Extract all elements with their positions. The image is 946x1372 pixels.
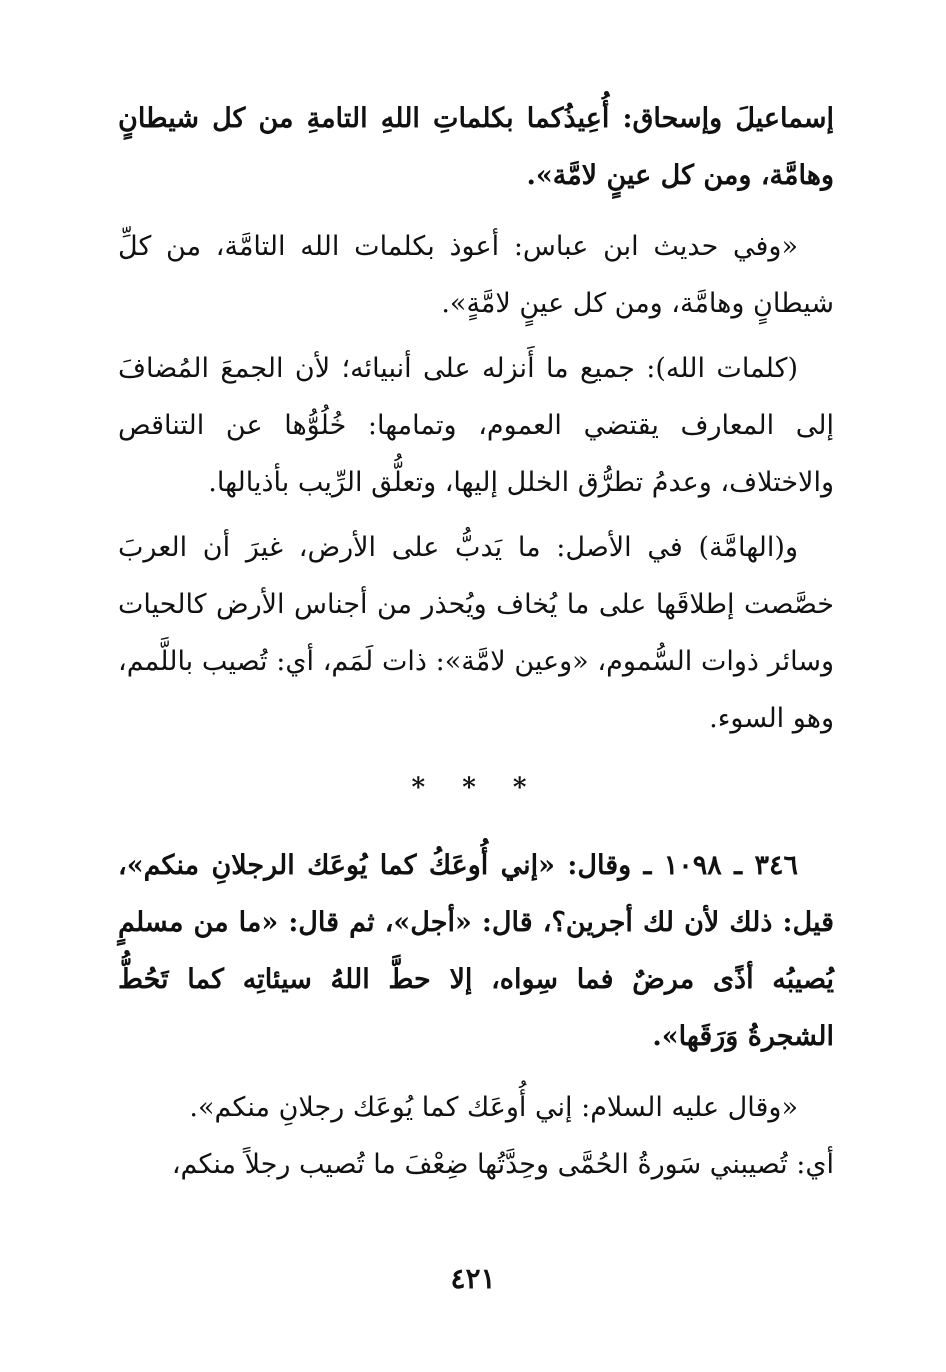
paragraph-ibn-abbas: «وفي حديث ابن عباس: أعوذ بكلمات الله التامَّة، من كلِّ شيطانٍ وهامَّة، ومن كل عينٍ لامَّةٍ». xyxy=(118,231,834,319)
paragraph-hadith-continuation: إسماعيلَ وإسحاق: أُعِيذُكما بكلماتِ اللهِ التامةِ من كل شيطانٍ وهامَّة، ومن كل عينٍ لامَّة». xyxy=(118,103,834,191)
paragraph-al-hamma: و(الهامَّة) في الأصل: ما يَدبُّ على الأرض، غيرَ أن العربَ خصَّصت إطلاقَها على ما يُخاف ويُحذر من أجناس الأرض كالحيات وسائر ذوات السُّموم، «وعين لامَّة»: ذات لَمَم، أي: تُصيب باللَّمم، وهو السوء. xyxy=(118,532,834,734)
section-separator: * * * xyxy=(411,773,541,803)
paragraph-commentary-explanation: أي: تُصيبني سَورةُ الحُمَّى وحِدَّتُها ضِعْفَ ما تُصيب رجلاً منكم، xyxy=(171,1149,834,1180)
page-number: ٤٢١ xyxy=(450,1262,496,1295)
paragraph-hadith-346: ٣٤٦ ـ ١٠٩٨ ـ وقال: «إني أُوعَكُ كما يُوعَك الرجلانِ منكم»، قيل: ذلك لأن لك أجرين؟، قال: «أجل»، ثم قال: «ما من مسلمٍ يُصيبُه أذًى مرضٌ فما سِواه، إلا حطَّ اللهُ سيئاتِه كما تَحُطُّ الشجرةُ وَرَقَها». xyxy=(118,850,834,1052)
page-body xyxy=(118,90,834,1193)
paragraph-commentary-quote: «وقال عليه السلام: إني أُوعَك كما يُوعَك رجلانِ منكم». xyxy=(189,1092,798,1123)
paragraph-kalimat-allah: (كلمات الله): جميع ما أَنزله على أنبيائه؛ لأن الجمعَ المُضافَ إلى المعارف يقتضي العموم، وتمامها: خُلُوُّها عن التناقص والاختلاف، وعدمُ تطرُّق الخلل إليها، وتعلُّق الرِّيب بأذيالها. xyxy=(118,353,834,498)
